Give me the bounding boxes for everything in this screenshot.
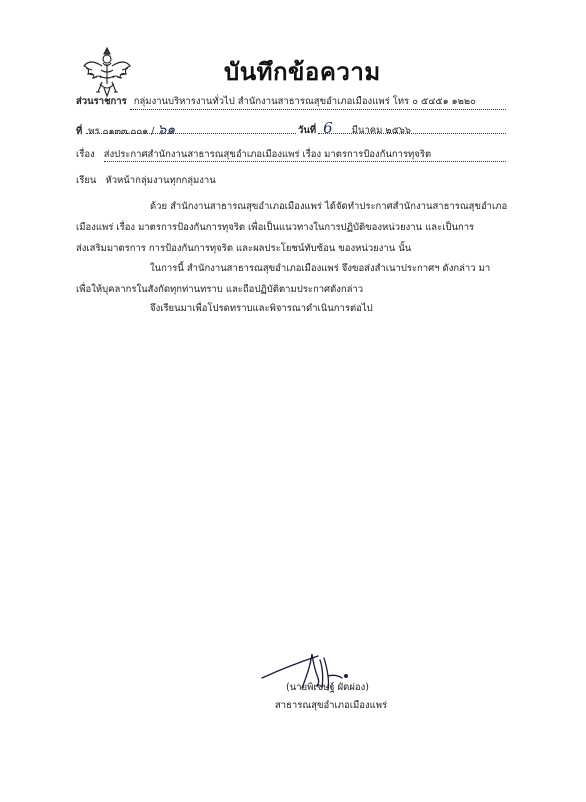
to-label: เรียน <box>76 175 97 186</box>
body-paragraph-1 <box>76 196 507 259</box>
date-row <box>298 119 411 138</box>
closing-line <box>150 298 373 319</box>
paragraph-2-line-1: ในการนี้ สำนักงานสาธารณสุขอำเภอเมืองแพร่ จึงขอส่งสำเนาประกาศฯ ดังกล่าว มา <box>150 263 491 274</box>
garuda-emblem-icon <box>80 44 134 100</box>
body-paragraph-2 <box>76 258 490 300</box>
paragraph-1-line-1: ด้วย สำนักงานสาธารณสุขอำเภอเมืองแพร่ ได้จัดทำประกาศสำนักงานสาธารณสุขอำเภอ <box>150 201 508 212</box>
agency-label: ส่วนราชการ <box>76 96 127 107</box>
paragraph-2-line-2: เพื่อให้บุคลากรในสังกัดทุกท่านทราบ และถือปฏิบัติตามประกาศดังกล่าว <box>76 284 364 295</box>
to-row <box>76 173 216 188</box>
ref-label: ที่ <box>76 126 83 137</box>
agency-value: กลุ่มงานบริหารงานทั่วไป สำนักงานสาธารณสุขอำเภอเมืองแพร่ โทร ๐ ๕๔๕๑ ๑๒๒๐ <box>133 96 476 107</box>
date-label: วันที่ <box>298 125 317 136</box>
subject-row <box>76 147 431 162</box>
subject-underline <box>104 161 506 162</box>
date-underline <box>318 133 506 134</box>
subject-value: ส่งประกาศสำนักงานสาธารณสุขอำเภอเมืองแพร่ เรื่อง มาตรการป้องกันการทุจริต <box>103 149 432 160</box>
agency-underline <box>130 109 506 110</box>
signer-position: สาธารณสุขอำเภอเมืองแพร่ <box>275 700 388 711</box>
subject-label: เรื่อง <box>76 149 95 160</box>
ref-underline <box>86 133 296 134</box>
closing-text: จึงเรียนมาเพื่อโปรดทราบและพิจารณาดำเนินการต่อไป <box>150 303 373 314</box>
agency-row <box>76 94 476 109</box>
memo-title: บันทึกข้อความ <box>224 58 381 86</box>
to-value: หัวหน้ากลุ่มงานทุกกลุ่มงาน <box>105 175 216 186</box>
paragraph-1-line-2: เมืองแพร่ เรื่อง มาตรการป้องกันการทุจริต เพื่อเป็นแนวทางในการปฏิบัติของหน่วยงาน และเป็นการ <box>76 222 475 233</box>
paragraph-1-line-3: ส่งเสริมมาตรการ การป้องกันการทุจริต และผลประโยชน์ทับซ้อน ของหน่วยงาน นั้น <box>76 243 412 254</box>
date-day: 6 <box>323 119 333 137</box>
ref-row <box>76 119 175 141</box>
date-month-year: มีนาคม ๒๕๖๖ <box>351 125 411 136</box>
ref-number: พร ๐๑๓๓.๐๐๑ / <box>88 126 158 137</box>
signer-name: (นายพิเชษฐ์ ผัดผ่อง) <box>286 682 369 693</box>
ref-handwritten-number: ๖๑ <box>157 122 176 138</box>
